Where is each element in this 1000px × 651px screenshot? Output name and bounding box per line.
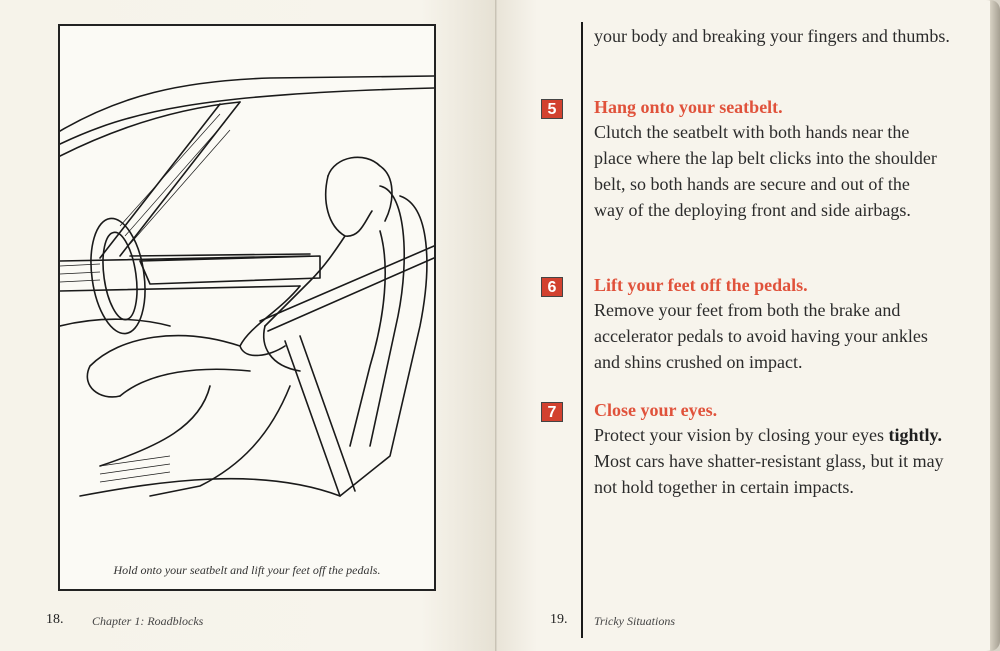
page-edge (990, 0, 1000, 651)
page-number-left: 18. (46, 612, 64, 627)
step-number-badge: 7 (541, 402, 563, 422)
step-number-badge: 5 (541, 99, 563, 119)
step-body: Remove your feet from both the brake and accelerator pedals to avoid having your ankles and shins crushed on impact. (594, 300, 928, 372)
step-number-badge: 6 (541, 277, 563, 297)
left-page (0, 0, 496, 651)
illustration-frame (58, 24, 436, 591)
chapter-title-right: Tricky Situations (594, 614, 675, 628)
vertical-rule (581, 22, 583, 638)
chapter-title-left: Chapter 1: Roadblocks (92, 614, 204, 628)
step-heading: Close your eyes. (594, 400, 718, 420)
step-body-emphasis: tightly. (888, 425, 942, 445)
step-body: Clutch the seatbelt with both hands near the place where the lap belt clicks into the shoulder belt, so both hands are secure and out of the way of the deploying front and side airbags. (594, 122, 937, 220)
step-body-end: Most cars have shatter-resistant glass, but it may not hold together in certain impacts. (594, 451, 944, 497)
step-heading: Hang onto your seatbelt. (594, 97, 783, 117)
step-body (594, 422, 944, 500)
step-body-start: Protect your vision by closing your eyes (594, 425, 884, 445)
car-seatbelt-illustration (60, 26, 434, 556)
illustration-caption: Hold onto your seatbelt and lift your feet off the pedals. (113, 563, 381, 577)
step-heading: Lift your feet off the pedals. (594, 275, 808, 295)
page-number-right: 19. (550, 612, 568, 627)
continued-paragraph: your body and breaking your fingers and thumbs. (594, 26, 950, 46)
